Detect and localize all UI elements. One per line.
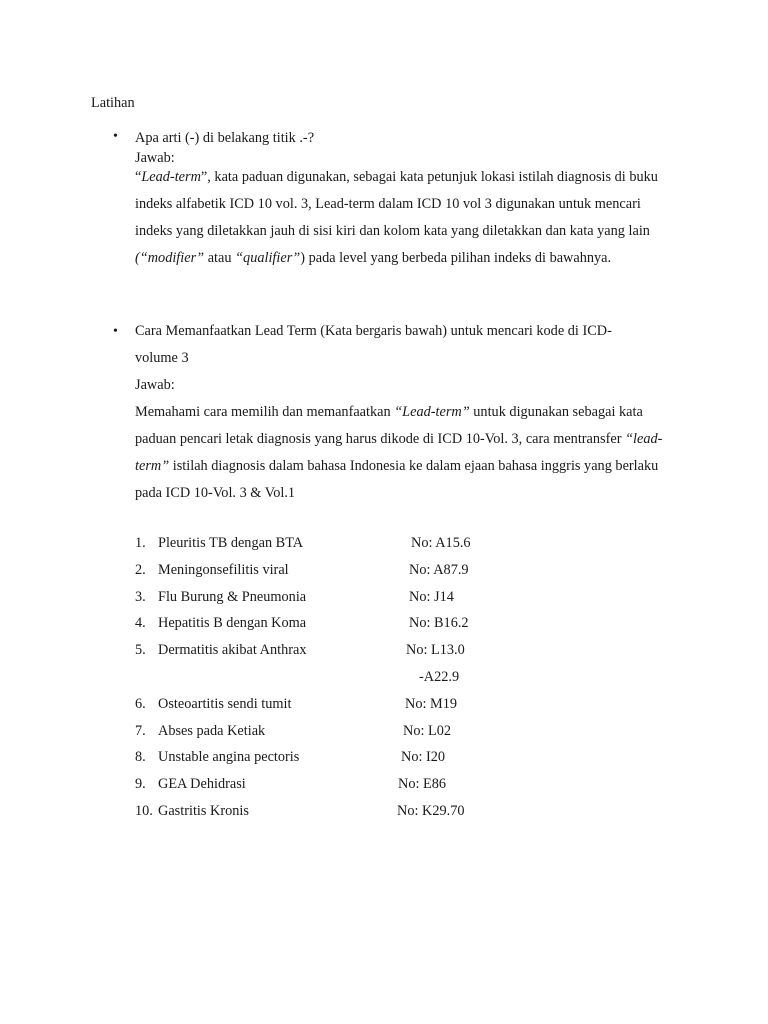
question-1-text: Apa arti (-) di belakang titik .-? <box>135 130 315 146</box>
list-item: 9. GEA Dehidrasi No: E86 <box>135 771 635 798</box>
list-item: 4. Hepatitis B dengan Koma No: B16.2 <box>135 610 635 637</box>
icd-code: No: E86 <box>398 776 447 793</box>
question-1-answer-label: Jawab: <box>135 150 175 166</box>
list-item: 3. Flu Burung & Pneumonia No: J14 <box>135 584 635 611</box>
icd-code: No: M19 <box>405 695 458 712</box>
icd-code: No: A87.9 <box>409 561 469 578</box>
list-item: 6. Osteoartitis sendi tumit No: M19 <box>135 691 635 718</box>
question-2-answer-label: Jawab: <box>135 377 175 393</box>
lead-term-text: Lead-term <box>141 169 201 185</box>
list-item: 5. Dermatitis akibat Anthrax No: L13.0 <box>135 637 635 664</box>
icd-code: No: J14 <box>409 588 454 605</box>
icd-code: No: L02 <box>403 722 452 739</box>
icd-code: -A22.9 <box>419 668 460 685</box>
question-2 <box>135 318 663 507</box>
list-item: 7. Abses pada Ketiak No: L02 <box>135 718 635 745</box>
icd-code: No: B16.2 <box>409 615 469 632</box>
question-1-answer: “Lead-term”, kata paduan digunakan, sebagai kata petunjuk lokasi istilah diagnosis di buku indeks alfabetik ICD 10 vol. 3, Lead-term dalam ICD 10 vol 3 digunakan untuk mencari indeks yang diletakkan jauh di sisi kiri dan kolom kata yang diletakkan dan kata yang lain (“modifier” atau “qualifier”) pada level yang berbeda pilihan indeks di bawahnya. <box>135 169 658 266</box>
question-1 <box>135 127 675 272</box>
list-item: 1. Pleuritis TB dengan BTA No: A15.6 <box>135 530 635 557</box>
question-2-answer: Memahami cara memilih dan memanfaatkan “Lead-term” untuk digunakan sebagai kata paduan pencari letak diagnosis yang harus dikode di ICD 10-Vol. 3, cara mentransfer “lead-term” istilah diagnosis dalam bahasa Indonesia ke dalam ejaan bahasa inggris yang berlaku pada ICD 10-Vol. 3 & Vol.1 <box>135 404 663 501</box>
lead-term-text: “Lead-term” <box>394 404 470 420</box>
icd-code: No: A15.6 <box>411 535 471 551</box>
list-item <box>135 664 635 691</box>
lead-term-text: “lead-term” <box>135 431 663 474</box>
diagnosis-list <box>135 530 635 825</box>
bullet-icon: • <box>113 324 118 339</box>
list-item: 2. Meningonsefilitis viral No: A87.9 <box>135 557 635 584</box>
list-item: 8. Unstable angina pectoris No: I20 <box>135 744 635 771</box>
icd-code: No: K29.70 <box>397 802 465 819</box>
bullet-icon: • <box>113 129 118 144</box>
icd-code: No: I20 <box>401 749 446 766</box>
page-title: Latihan <box>91 95 135 111</box>
list-item: 10. Gastritis Kronis No: K29.70 <box>135 798 635 825</box>
modifier-text: “modifier” <box>139 250 205 266</box>
qualifier-text: “qualifier” <box>235 250 301 266</box>
icd-code: No: L13.0 <box>406 642 465 659</box>
question-2-text: Cara Memanfaatkan Lead Term (Kata bergaris bawah) untuk mencari kode di ICD-volume 3 <box>135 323 612 366</box>
